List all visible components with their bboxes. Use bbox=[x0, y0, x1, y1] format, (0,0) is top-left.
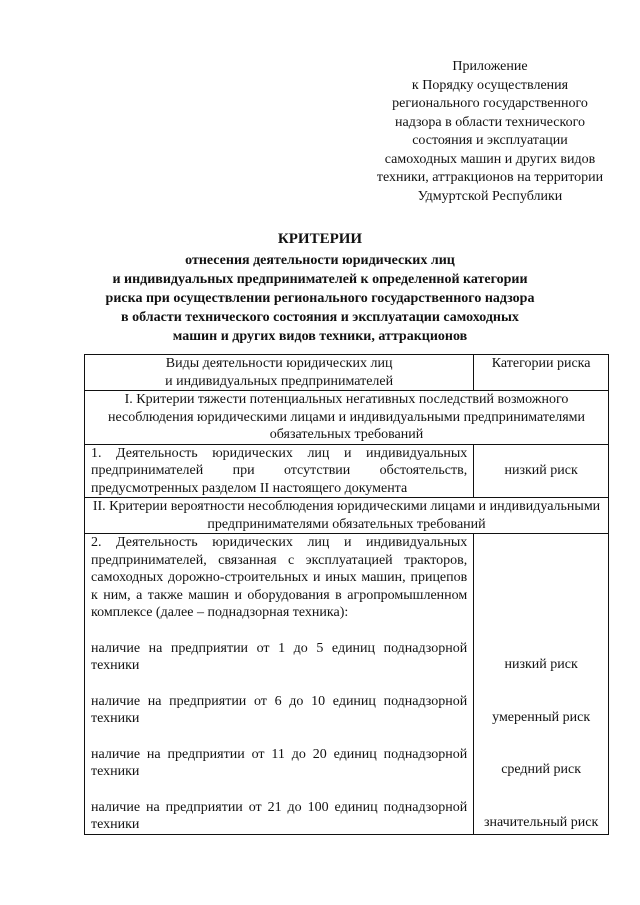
row-2-item-risk: низкий риск bbox=[504, 657, 578, 672]
header-activity-line: Виды деятельности юридических лиц bbox=[165, 356, 393, 371]
row-2-activity bbox=[85, 534, 474, 835]
appendix-line: самоходных машин и других видов bbox=[384, 151, 596, 167]
row-1-risk: низкий риск bbox=[474, 444, 609, 498]
section-2-heading: II. Критерии вероятности несоблюдения юридическими лицами и индивидуальными предпринимателями обязательных требований bbox=[85, 498, 609, 534]
title-line: и индивидуальных предпринимателей к определенной категории bbox=[112, 272, 528, 287]
document-title bbox=[60, 230, 580, 346]
section-row bbox=[85, 498, 609, 534]
appendix-line: надзора в области технического bbox=[394, 114, 585, 130]
row-1-activity: 1. Деятельность юридических лиц и индивидуальных предпринимателей при отсутствии обстоятельств, предусмотренных разделом II настоящего документа bbox=[85, 444, 474, 498]
row-2-item-text: наличие на предприятии от 1 до 5 единиц поднадзорной техники bbox=[91, 640, 468, 673]
appendix-line: регионального государственного bbox=[392, 96, 588, 111]
title-line: риска при осуществлении регионального государственного надзора bbox=[105, 291, 535, 306]
row-2-item-risk: умеренный риск bbox=[492, 709, 591, 725]
appendix-line: к Порядку осуществления bbox=[411, 77, 569, 93]
criteria-table bbox=[84, 354, 609, 835]
header-activity-line: и индивидуальных предпринимателей bbox=[165, 373, 394, 389]
title-main: КРИТЕРИИ bbox=[277, 231, 363, 247]
appendix-line: Удмуртской Республики bbox=[417, 188, 563, 204]
appendix-line: Приложение bbox=[452, 59, 528, 74]
title-line: машин и других видов техники, аттракционов bbox=[172, 329, 468, 344]
row-2-intro: 2. Деятельность юридических лиц и индивидуальных предпринимателей, связанная с эксплуатацией тракторов, самоходных дорожно-строительных и иных машин, прицепов к ним, а также машин и оборудования в агропромышленном комплексе (далее – поднадзорная техника): bbox=[91, 535, 468, 620]
title-line: отнесения деятельности юридических лиц bbox=[185, 253, 455, 268]
row-2-risk bbox=[474, 534, 609, 835]
table-row bbox=[85, 534, 609, 835]
row-2-item-text: наличие на предприятии от 21 до 100 единиц поднадзорной техники bbox=[91, 799, 468, 832]
header-risk-cell: Категории риска bbox=[474, 355, 609, 391]
row-2-item-risk: средний риск bbox=[501, 762, 582, 777]
section-1-heading: I. Критерии тяжести потенциальных негативных последствий возможного несоблюдения юридическими лицами и индивидуальными предпринимателями обязательных требований bbox=[85, 391, 609, 445]
table-header-row bbox=[85, 355, 609, 391]
section-row bbox=[85, 391, 609, 445]
row-2-item-text: наличие на предприятии от 11 до 20 единиц поднадзорной техники bbox=[91, 746, 468, 779]
header-activity-cell bbox=[85, 355, 474, 391]
title-line: в области технического состояния и эксплуатации самоходных bbox=[121, 310, 519, 325]
appendix-header bbox=[350, 58, 630, 206]
row-2-item-risk: значительный риск bbox=[483, 814, 599, 830]
appendix-line: состояния и эксплуатации bbox=[412, 133, 568, 148]
appendix-line: техники, аттракционов на территории bbox=[376, 170, 604, 185]
table-row bbox=[85, 444, 609, 498]
row-2-item-text: наличие на предприятии от 6 до 10 единиц поднадзорной техники bbox=[91, 693, 468, 726]
